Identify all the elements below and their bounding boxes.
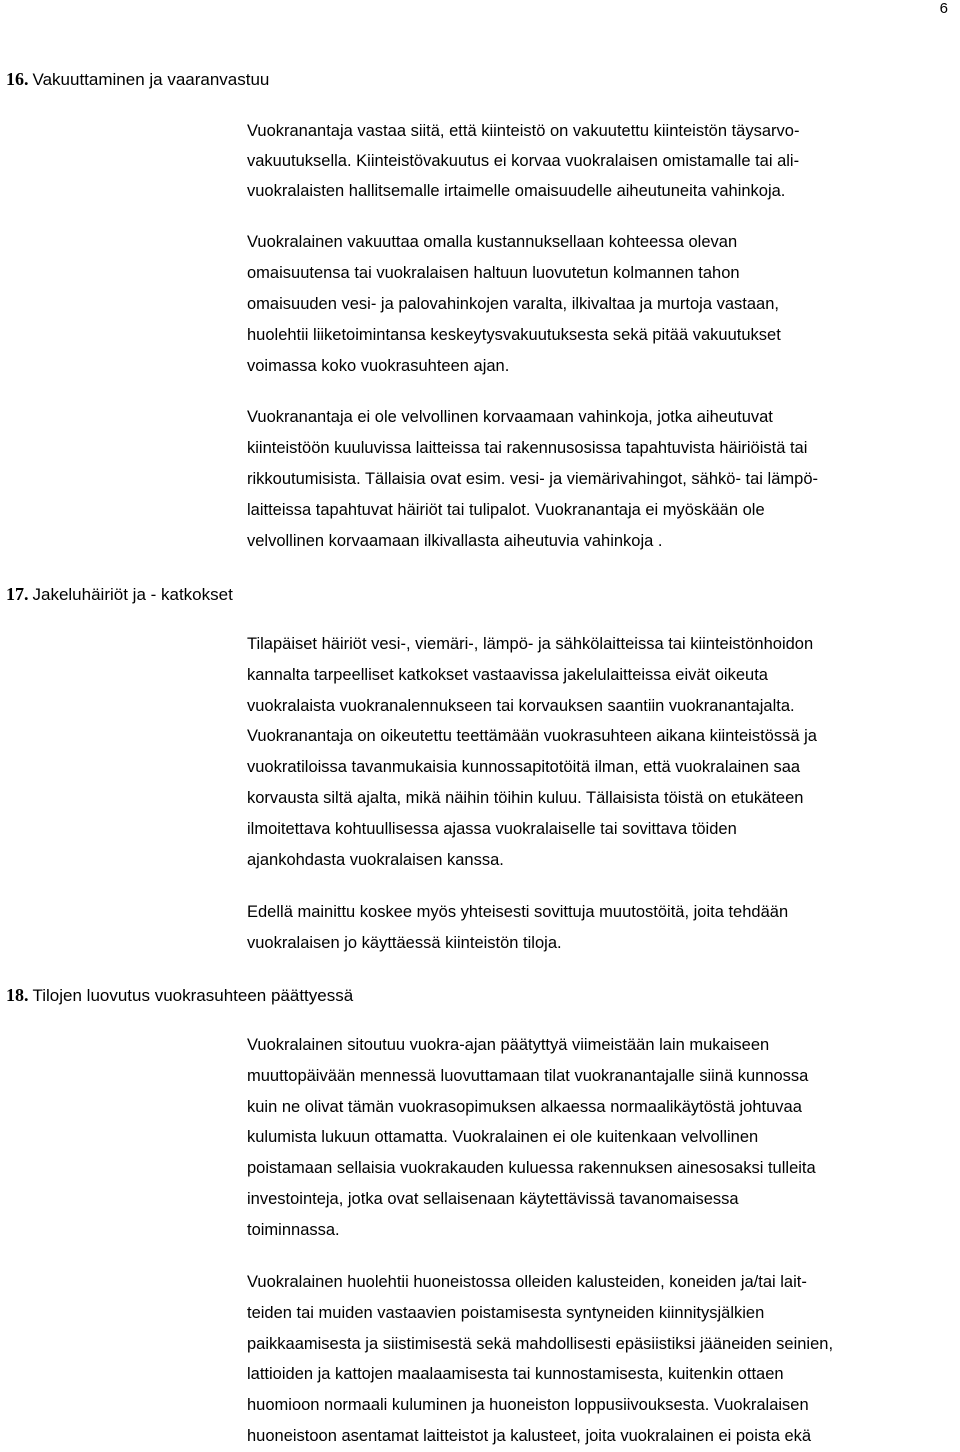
section-title: Jakeluhäiriöt ja - katkokset [32,585,233,604]
paragraph: Vuokralainen sitoutuu vuokra-ajan päätyttyä viimeistään lain mukaiseen muuttopäivään mennessä luovuttamaan tilat vuokranantajalle siinä kunnossa kuin ne olivat tämän vuokrasopimuksen alkaessa normaalikäytöstä johtuvaa kulumista lukuun ottamatta. Vuokralainen ei ole kuitenkaan velvollinen poistamaan sellaisia vuokrakauden kuluessa rakennuksen ainesosaksi tulleita investointeja, jotka ovat sellaisenaan käytettävissä tavanomaisessa toiminnassa. [247,1036,816,1239]
paragraph: Vuokralainen vakuuttaa omalla kustannuksellaan kohteessa olevan omaisuutensa tai vuokralaisen haltuun luovutetun kolmannen tahon omaisuuden vesi- ja palovahinkojen varalta, ilkivaltaa ja murtoja vastaan, huolehtii liiketoimintansa keskeytysvakuutuksesta sekä pitää vakuutukset voimassa koko vuokrasuhteen ajan. [247,233,781,375]
paragraph: Vuokranantaja vastaa siitä, että kiinteistö on vakuutettu kiinteistön täysarvo- vakuutuksella. Kiinteistövakuutus ei korvaa vuokralaisen omistamalle tai ali- vuokralaisten hallitsemalle irtaimelle omaisuudelle aiheutuneita vahinkoja. [247,122,800,200]
section-heading-17 [6,583,233,606]
section-heading-16 [6,68,269,91]
paragraph: Vuokralainen huolehtii huoneistossa olleiden kalusteiden, koneiden ja/tai lait- teiden tai muiden vastaavien poistamisesta syntyneiden kiinnitysjälkien paikkaamisesta ja siistimisestä sekä mahdollisesti epäsiistiksi jääneiden seinien, lattioiden ja kattojen maalaamisesta tai kunnostamisesta, kuitenkin ottaen huomioon normaali kuluminen ja huoneiston loppusiivouksesta. Vuokralaisen huoneistoon asentamat laitteistot ja kalusteet, joita vuokralainen ei poista ekä [247,1273,834,1445]
section-title: Vakuuttaminen ja vaaranvastuu [32,70,270,89]
section-number: 17. [6,584,29,604]
paragraph: Tilapäiset häiriöt vesi-, viemäri-, lämpö- ja sähkölaitteissa tai kiinteistönhoidon kannalta tarpeelliset katkokset vastaavissa jakelulaitteissa eivät oikeuta vuokralaista vuokranalennukseen tai korvauksen saantiin vuokranantajalta. Vuokranantaja on oikeutettu teettämään vuokrasuhteen aikana kiinteistössä ja vuokratiloissa tavanmukaisia kunnossapitotöitä ilman, että vuokralainen saa korvausta siltä ajalta, mikä näihin töihin kuluu. Tällaisista töistä on etukäteen ilmoitettava kohtuullisessa ajassa vuokralaiselle tai sovittava töiden ajankohdasta vuokralaisen kanssa. [247,635,817,869]
section-number: 16. [6,69,29,89]
page-number: 6 [939,0,948,17]
section-heading-18 [6,984,353,1007]
section-title: Tilojen luovutus vuokrasuhteen päättyessä [32,986,354,1005]
paragraph: Edellä mainittu koskee myös yhteisesti sovittuja muutostöitä, joita tehdään vuokralaisen jo käyttäessä kiinteistön tiloja. [247,903,789,952]
section-number: 18. [6,985,29,1005]
paragraph: Vuokranantaja ei ole velvollinen korvaamaan vahinkoja, jotka aiheutuvat kiinteistöön kuuluvissa laitteissa tai rakennusosissa tapahtuvista häiriöistä tai rikkoutumisista. Tällaisia ovat esim. vesi- ja viemärivahingot, sähkö- tai lämpö- laitteissa tapahtuvat häiriöt tai tulipalot. Vuokranantaja ei myöskään ole velvollinen korvaamaan ilkivallasta aiheutuvia vahinkoja . [247,408,818,550]
